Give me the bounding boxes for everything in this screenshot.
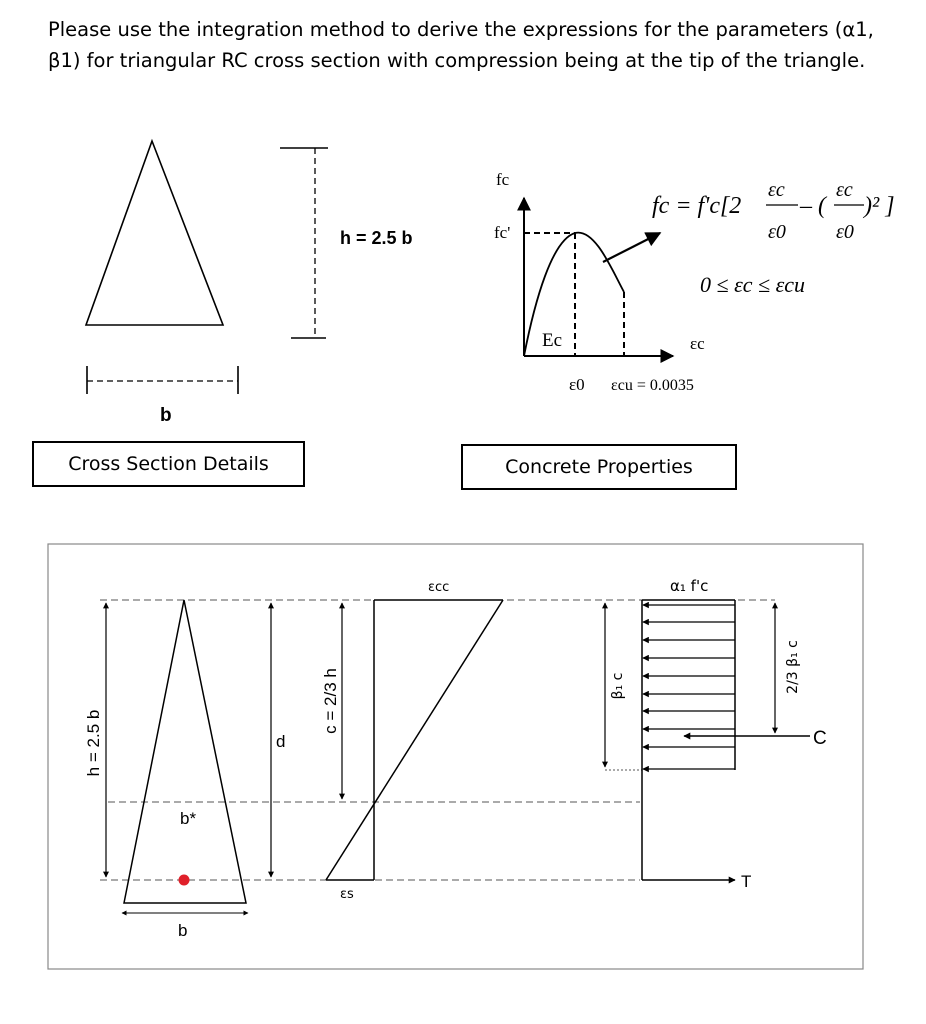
eps-cc-label: εcc bbox=[428, 580, 450, 595]
strain-profile-line bbox=[326, 600, 503, 880]
parabola-formula bbox=[652, 179, 895, 297]
h-dim-label: h = 2.5 b bbox=[84, 709, 103, 777]
cross-section-drawing bbox=[86, 141, 413, 426]
height-label: h = 2.5 b bbox=[340, 228, 413, 248]
stress-arrows bbox=[643, 605, 735, 769]
eps-s-label: εs bbox=[340, 887, 354, 902]
section-analysis-figure bbox=[48, 544, 863, 969]
steel-centroid-dot bbox=[179, 875, 190, 886]
formula-pointer-arrow bbox=[603, 233, 660, 262]
section-triangle bbox=[124, 600, 246, 903]
fc-peak-label: fc' bbox=[494, 223, 511, 242]
formula-lhs: fc = f'c[2 bbox=[652, 193, 742, 219]
compression-label: C bbox=[813, 728, 827, 749]
d-label: d bbox=[276, 732, 286, 751]
eps0-label: ε0 bbox=[569, 375, 585, 394]
formula-frac1-num: εc bbox=[768, 179, 785, 201]
formula-frac2-num: εc bbox=[836, 179, 853, 201]
b-star-label: b* bbox=[180, 809, 197, 828]
alpha-fc-label: α₁ f'c bbox=[670, 577, 709, 595]
formula-end: )² ] bbox=[864, 193, 895, 219]
concrete-properties-caption: Concrete Properties bbox=[461, 444, 737, 490]
question-text: Please use the integration method to derive the expressions for the parameters (α1, β1) for triangular RC cross section with compression being at the tip of the triangle. bbox=[48, 18, 874, 72]
c-label: c = 2/3 h bbox=[321, 668, 340, 734]
strain-range: 0 ≤ εc ≤ εcu bbox=[700, 272, 806, 297]
width-label: b bbox=[160, 405, 172, 426]
fc-axis-label: fc bbox=[496, 170, 510, 189]
strain-axis-label: εc bbox=[690, 334, 705, 353]
figure-frame bbox=[48, 544, 863, 969]
ec-modulus-label: Ec bbox=[542, 330, 563, 351]
formula-frac2-den: ε0 bbox=[836, 221, 854, 243]
b-label: b bbox=[178, 921, 188, 940]
tension-label: T bbox=[741, 872, 752, 891]
formula-mid: – ( bbox=[800, 193, 826, 219]
ecu-label: εcu = 0.0035 bbox=[611, 377, 694, 394]
formula-frac1-den: ε0 bbox=[768, 221, 786, 243]
cross-section-caption: Cross Section Details bbox=[32, 441, 305, 487]
triangle-section bbox=[86, 141, 223, 325]
centroid-dim-label: 2/3 β₁ c bbox=[785, 640, 801, 694]
beta-c-label: β₁ c bbox=[610, 672, 626, 700]
